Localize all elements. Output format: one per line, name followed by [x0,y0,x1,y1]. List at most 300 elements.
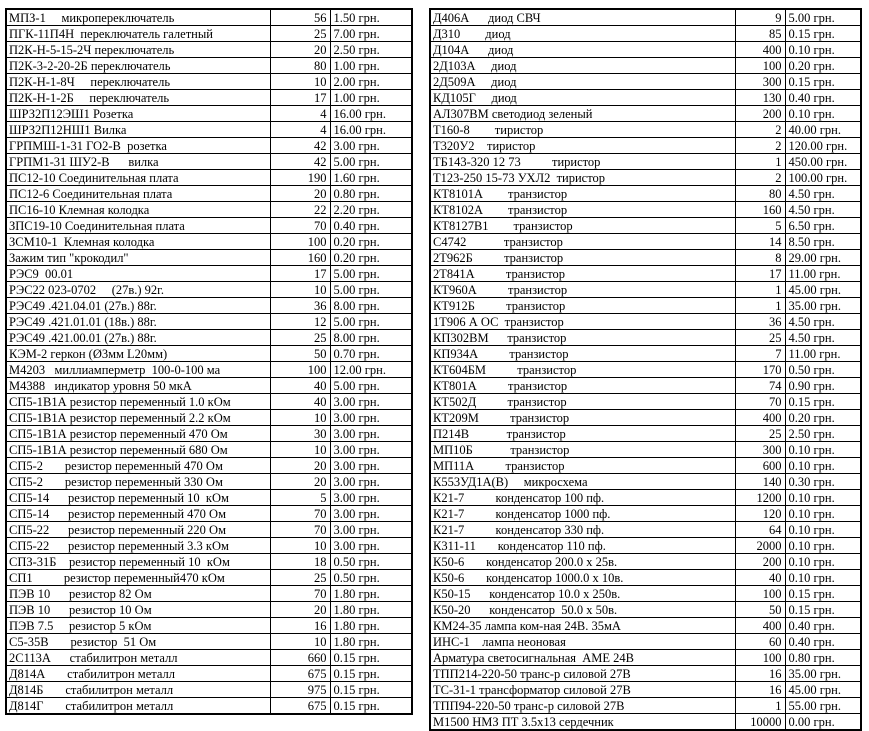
item-name-cell: ПС12-10 Соединительная плата [6,170,270,186]
table-row [6,474,412,490]
item-name-cell: ИНС-1 лампа неоновая [430,634,735,650]
table-row [430,138,861,154]
quantity-cell: 70 [270,218,330,234]
table-row [6,218,412,234]
item-name-cell: ПС12-6 Соединительная плата [6,186,270,202]
table-row [430,570,861,586]
quantity-cell: 675 [270,698,330,715]
price-cell: 40.00 грн. [785,122,861,138]
price-cell: 55.00 грн. [785,698,861,714]
table-row [430,602,861,618]
quantity-cell: 8 [735,250,785,266]
table-row [6,410,412,426]
table-row [6,666,412,682]
item-name-cell: М1500 НМЗ ПТ 3.5х13 сердечник [430,714,735,731]
item-name-cell: КП934А транзистор [430,346,735,362]
left-price-table [5,8,413,715]
quantity-cell: 20 [270,458,330,474]
price-cell: 1.80 грн. [330,602,412,618]
table-row [6,682,412,698]
price-cell: 0.50 грн. [330,570,412,586]
item-name-cell: 2Д509А диод [430,74,735,90]
quantity-cell: 17 [270,90,330,106]
quantity-cell: 9 [735,9,785,26]
price-cell: 7.00 грн. [330,26,412,42]
quantity-cell: 10 [270,634,330,650]
item-name-cell: СП5-1В1А резистор переменный 1.0 кОм [6,394,270,410]
table-row [430,426,861,442]
item-name-cell: КТ912Б транзистор [430,298,735,314]
item-name-cell: Д814Г стабилитрон металл [6,698,270,715]
item-name-cell: СП5-1В1А резистор переменный 680 Ом [6,442,270,458]
item-name-cell: ПЭВ 10 резистор 82 Ом [6,586,270,602]
quantity-cell: 25 [270,570,330,586]
price-cell: 0.15 грн. [785,74,861,90]
item-name-cell: Зажим тип "крокодил" [6,250,270,266]
quantity-cell: 70 [270,506,330,522]
table-row [6,442,412,458]
table-row [430,106,861,122]
table-row [430,506,861,522]
price-cell: 8.00 грн. [330,298,412,314]
item-name-cell: СП5-1В1А резистор переменный 2.2 кОм [6,410,270,426]
quantity-cell: 56 [270,9,330,26]
quantity-cell: 1 [735,282,785,298]
price-cell: 45.00 грн. [785,282,861,298]
quantity-cell: 20 [270,186,330,202]
price-cell: 4.50 грн. [785,330,861,346]
quantity-cell: 16 [270,618,330,634]
table-row [6,154,412,170]
quantity-cell: 160 [270,250,330,266]
price-cell: 100.00 грн. [785,170,861,186]
item-name-cell: КМ24-35 лампа ком-ная 24В. 35мА [430,618,735,634]
quantity-cell: 10 [270,74,330,90]
table-row [430,42,861,58]
table-row [430,26,861,42]
price-cell: 29.00 грн. [785,250,861,266]
quantity-cell: 70 [270,586,330,602]
item-name-cell: СП5-14 резистор переменный 470 Ом [6,506,270,522]
price-cell: 0.15 грн. [330,666,412,682]
table-row [6,570,412,586]
price-cell: 35.00 грн. [785,298,861,314]
price-cell: 4.50 грн. [785,186,861,202]
price-cell: 0.15 грн. [785,586,861,602]
table-row [6,490,412,506]
price-cell: 0.10 грн. [785,506,861,522]
item-name-cell: К553УД1А(В) микросхема [430,474,735,490]
table-row [430,458,861,474]
quantity-cell: 25 [270,26,330,42]
table-row [430,490,861,506]
price-cell: 0.00 грн. [785,714,861,731]
price-cell: 0.40 грн. [785,618,861,634]
price-cell: 0.10 грн. [785,538,861,554]
table-row [430,618,861,634]
price-cell: 2.20 грн. [330,202,412,218]
table-row [6,346,412,362]
quantity-cell: 5 [735,218,785,234]
price-cell: 0.20 грн. [330,234,412,250]
price-cell: 2.00 грн. [330,74,412,90]
quantity-cell: 10000 [735,714,785,731]
price-cell: 0.15 грн. [330,698,412,715]
table-row [430,346,861,362]
quantity-cell: 1 [735,154,785,170]
table-row [6,74,412,90]
quantity-cell: 42 [270,138,330,154]
quantity-cell: 100 [735,58,785,74]
table-row [6,554,412,570]
price-cell: 0.30 грн. [785,474,861,490]
quantity-cell: 16 [735,682,785,698]
item-name-cell: РЭС49 .421.00.01 (27в.) 88г. [6,330,270,346]
quantity-cell: 7 [735,346,785,362]
quantity-cell: 60 [735,634,785,650]
quantity-cell: 25 [735,330,785,346]
table-row [430,9,861,26]
table-row [6,698,412,715]
price-cell: 16.00 грн. [330,122,412,138]
table-row [6,650,412,666]
quantity-cell: 25 [270,330,330,346]
price-cell: 0.10 грн. [785,458,861,474]
table-row [430,266,861,282]
item-name-cell: КТ8101А транзистор [430,186,735,202]
item-name-cell: П2К-Н-5-15-2Ч переключатель [6,42,270,58]
table-row [6,90,412,106]
price-cell: 3.00 грн. [330,490,412,506]
table-row [6,138,412,154]
price-cell: 5.00 грн. [330,266,412,282]
price-cell: 5.00 грн. [330,378,412,394]
item-name-cell: СП5-2 резистор переменный 470 Ом [6,458,270,474]
quantity-cell: 1 [735,698,785,714]
item-name-cell: ШРЗ2П12НШ1 Вилка [6,122,270,138]
item-name-cell: К21-7 конденсатор 100 пф. [430,490,735,506]
price-cell: 4.50 грн. [785,314,861,330]
table-row [6,298,412,314]
price-cell: 35.00 грн. [785,666,861,682]
item-name-cell: Т123-250 15-73 УХЛ2 тиристор [430,170,735,186]
price-cell: 0.10 грн. [785,490,861,506]
quantity-cell: 2 [735,138,785,154]
quantity-cell: 10 [270,410,330,426]
table-row [6,602,412,618]
table-row [430,666,861,682]
quantity-cell: 120 [735,506,785,522]
price-cell: 0.10 грн. [785,554,861,570]
table-row [430,330,861,346]
item-name-cell: С4742 транзистор [430,234,735,250]
quantity-cell: 400 [735,618,785,634]
table-row [6,522,412,538]
item-name-cell: СП5-22 резистор переменный 3.3 кОм [6,538,270,554]
quantity-cell: 675 [270,666,330,682]
quantity-cell: 4 [270,122,330,138]
quantity-cell: 660 [270,650,330,666]
price-cell: 0.20 грн. [785,58,861,74]
price-cell: 5.00 грн. [330,154,412,170]
table-row [6,250,412,266]
item-name-cell: ТПП94-220-50 транс-р силовой 27В [430,698,735,714]
item-name-cell: Т320У2 тиристор [430,138,735,154]
quantity-cell: 70 [270,522,330,538]
price-cell: 8.50 грн. [785,234,861,250]
quantity-cell: 14 [735,234,785,250]
price-cell: 1.60 грн. [330,170,412,186]
table-row [430,554,861,570]
table-row [6,378,412,394]
item-name-cell: РЭС22 023-0702 (27в.) 92г. [6,282,270,298]
price-cell: 3.00 грн. [330,522,412,538]
price-cell: 0.70 грн. [330,346,412,362]
table-row [6,106,412,122]
price-cell: 2.50 грн. [785,426,861,442]
table-row [6,394,412,410]
item-name-cell: РЭС49 .421.01.01 (18в.) 88г. [6,314,270,330]
item-name-cell: КТ502Д транзистор [430,394,735,410]
table-row [430,474,861,490]
price-cell: 0.50 грн. [785,362,861,378]
price-cell: 0.10 грн. [785,42,861,58]
table-row [6,266,412,282]
item-name-cell: СП5-22 резистор переменный 220 Ом [6,522,270,538]
item-name-cell: 2С113А стабилитрон металл [6,650,270,666]
table-row [430,122,861,138]
table-row [6,42,412,58]
quantity-cell: 17 [270,266,330,282]
item-name-cell: КТ960А транзистор [430,282,735,298]
item-name-cell: К21-7 конденсатор 330 пф. [430,522,735,538]
quantity-cell: 36 [735,314,785,330]
quantity-cell: 300 [735,74,785,90]
price-cell: 0.10 грн. [785,106,861,122]
table-row [430,682,861,698]
price-cell: 1.80 грн. [330,618,412,634]
item-name-cell: ГРПМШ-1-31 ГО2-В розетка [6,138,270,154]
item-name-cell: КТ8127В1 транзистор [430,218,735,234]
table-row [430,442,861,458]
quantity-cell: 2 [735,122,785,138]
table-row [430,170,861,186]
item-name-cell: К50-6 конденсатор 200.0 х 25в. [430,554,735,570]
quantity-cell: 400 [735,410,785,426]
price-cell: 5.00 грн. [330,282,412,298]
price-cell: 0.10 грн. [785,442,861,458]
quantity-cell: 50 [270,346,330,362]
table-row [6,234,412,250]
item-name-cell: КТ801А транзистор [430,378,735,394]
item-name-cell: МП11А транзистор [430,458,735,474]
price-cell: 1.80 грн. [330,586,412,602]
table-row [6,586,412,602]
item-name-cell: П2К-3-2-20-2Б переключатель [6,58,270,74]
price-cell: 16.00 грн. [330,106,412,122]
table-row [430,298,861,314]
price-cell: 1.00 грн. [330,90,412,106]
table-row [6,426,412,442]
item-name-cell: ТБ143-320 12 73 тиристор [430,154,735,170]
price-cell: 3.00 грн. [330,410,412,426]
table-row [6,314,412,330]
quantity-cell: 16 [735,666,785,682]
right-price-table [429,8,862,731]
price-cell: 3.00 грн. [330,394,412,410]
table-row [430,378,861,394]
quantity-cell: 40 [735,570,785,586]
table-row [6,506,412,522]
table-row [430,314,861,330]
price-cell: 0.20 грн. [330,250,412,266]
price-cell: 4.50 грн. [785,202,861,218]
table-row [6,186,412,202]
item-name-cell: К21-7 конденсатор 1000 пф. [430,506,735,522]
item-name-cell: ПЭВ 7.5 резистор 5 кОм [6,618,270,634]
table-row [6,618,412,634]
table-row [6,26,412,42]
quantity-cell: 160 [735,202,785,218]
item-name-cell: СП5-1В1А резистор переменный 470 Ом [6,426,270,442]
item-name-cell: Д104А диод [430,42,735,58]
table-row [6,458,412,474]
quantity-cell: 170 [735,362,785,378]
price-cell: 6.50 грн. [785,218,861,234]
price-cell: 3.00 грн. [330,442,412,458]
quantity-cell: 20 [270,42,330,58]
price-cell: 450.00 грн. [785,154,861,170]
item-name-cell: К311-11 конденсатор 110 пф. [430,538,735,554]
quantity-cell: 17 [735,266,785,282]
price-cell: 3.00 грн. [330,506,412,522]
item-name-cell: ПС16-10 Клемная колодка [6,202,270,218]
price-cell: 5.00 грн. [785,9,861,26]
item-name-cell: СП1 резистор переменный470 кОм [6,570,270,586]
table-row [430,650,861,666]
price-cell: 12.00 грн. [330,362,412,378]
item-name-cell: 2Д103А диод [430,58,735,74]
item-name-cell: МПЗ-1 микропереключатель [6,9,270,26]
item-name-cell: ГРПМ1-31 ШУ2-В вилка [6,154,270,170]
price-cell: 0.20 грн. [785,410,861,426]
quantity-cell: 100 [270,362,330,378]
table-row [430,154,861,170]
quantity-cell: 2 [735,170,785,186]
item-name-cell: РЭС49 .421.04.01 (27в.) 88г. [6,298,270,314]
quantity-cell: 10 [270,442,330,458]
item-name-cell: СП5-2 резистор переменный 330 Ом [6,474,270,490]
item-name-cell: КТ604БМ транзистор [430,362,735,378]
price-cell: 0.40 грн. [785,634,861,650]
quantity-cell: 1 [735,298,785,314]
table-row [430,58,861,74]
item-name-cell: П214В транзистор [430,426,735,442]
item-name-cell: АЛ307ВМ светодиод зеленый [430,106,735,122]
item-name-cell: П2К-Н-1-2Б переключатель [6,90,270,106]
quantity-cell: 12 [270,314,330,330]
item-name-cell: 1Т906 А ОС транзистор [430,314,735,330]
table-row [430,90,861,106]
price-cell: 0.15 грн. [330,682,412,698]
quantity-cell: 975 [270,682,330,698]
item-name-cell: К50-20 конденсатор 50.0 х 50в. [430,602,735,618]
table-row [430,410,861,426]
quantity-cell: 25 [735,426,785,442]
price-cell: 0.50 грн. [330,554,412,570]
price-cell: 3.00 грн. [330,138,412,154]
item-name-cell: М4203 миллиамперметр 100-0-100 ма [6,362,270,378]
item-name-cell: КТ8102А транзистор [430,202,735,218]
price-cell: 0.15 грн. [785,26,861,42]
price-cell: 120.00 грн. [785,138,861,154]
price-cell: 11.00 грн. [785,346,861,362]
quantity-cell: 40 [270,394,330,410]
table-row [430,234,861,250]
price-cell: 0.15 грн. [785,394,861,410]
item-name-cell: Арматура светосигнальная АМЕ 24В [430,650,735,666]
quantity-cell: 10 [270,282,330,298]
table-row [430,218,861,234]
quantity-cell: 190 [270,170,330,186]
table-row [430,202,861,218]
item-name-cell: К50-15 конденсатор 10.0 х 250в. [430,586,735,602]
quantity-cell: 5 [270,490,330,506]
price-cell: 3.00 грн. [330,458,412,474]
table-row [6,58,412,74]
item-name-cell: ПЭВ 10 резистор 10 Ом [6,602,270,618]
price-cell: 1.80 грн. [330,634,412,650]
table-row [6,122,412,138]
table-row [430,362,861,378]
price-cell: 5.00 грн. [330,314,412,330]
quantity-cell: 30 [270,426,330,442]
quantity-cell: 10 [270,538,330,554]
price-cell: 0.10 грн. [785,522,861,538]
quantity-cell: 200 [735,554,785,570]
quantity-cell: 80 [735,186,785,202]
item-name-cell: КТ209М транзистор [430,410,735,426]
table-row [430,586,861,602]
price-cell: 3.00 грн. [330,538,412,554]
quantity-cell: 2000 [735,538,785,554]
price-cell: 1.00 грн. [330,58,412,74]
table-row [6,634,412,650]
item-name-cell: ЗПС19-10 Соединительная плата [6,218,270,234]
quantity-cell: 1200 [735,490,785,506]
quantity-cell: 600 [735,458,785,474]
table-row [6,170,412,186]
quantity-cell: 100 [735,586,785,602]
item-name-cell: П2К-Н-1-8Ч переключатель [6,74,270,90]
price-cell: 3.00 грн. [330,474,412,490]
item-name-cell: С5-35В резистор 51 Ом [6,634,270,650]
price-cell: 3.00 грн. [330,426,412,442]
price-cell: 0.15 грн. [330,650,412,666]
table-row [6,362,412,378]
quantity-cell: 140 [735,474,785,490]
item-name-cell: ТС-31-1 трансформатор силовой 27В [430,682,735,698]
quantity-cell: 50 [735,602,785,618]
price-cell: 0.15 грн. [785,602,861,618]
quantity-cell: 400 [735,42,785,58]
item-name-cell: Д310 диод [430,26,735,42]
price-cell: 0.80 грн. [330,186,412,202]
quantity-cell: 200 [735,106,785,122]
quantity-cell: 80 [270,58,330,74]
quantity-cell: 4 [270,106,330,122]
price-cell: 45.00 грн. [785,682,861,698]
